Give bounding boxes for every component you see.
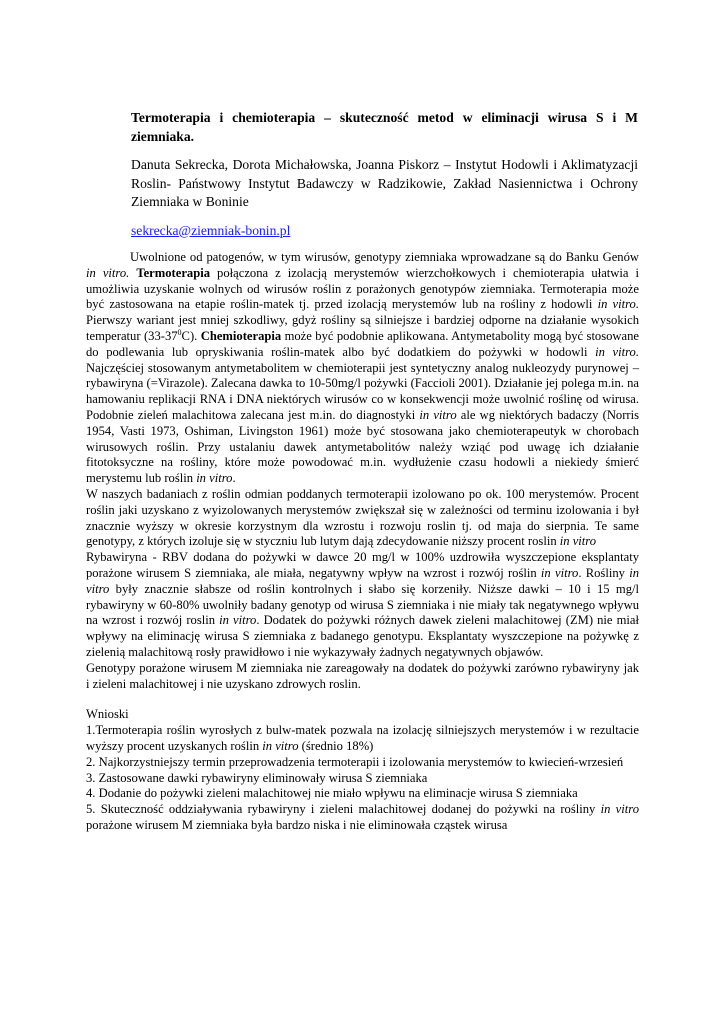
author-email-link[interactable]: sekrecka@ziemniak-bonin.pl: [131, 222, 291, 238]
author-affiliation: Danuta Sekrecka, Dorota Michałowska, Joanna Piskorz – Instytut Hodowli i Aklimatyzacji Roslin- Państwowy Instytut Badawczy w Radzikowie, Zakład Nasiennictwa i Ochrony Ziemniaka w Boninie: [131, 157, 638, 209]
conclusion-5: 5. Skuteczność oddziaływania rybawiryny i zieleni malachitowej dodanej do pożywki na rośliny in vitro porażone wirusem M ziemniaka była bardzo niska i nie eliminowała cząstek wirusa: [86, 802, 639, 832]
article-body: [86, 250, 639, 834]
intro-paragraph: Uwolnione od patogenów, w tym wirusów, genotypy ziemniaka wprowadzane są do Banku Genów in vitro. Termoterapia połączona z izolacją merystemów wierzchołkowych i chemioterapia ułatwia i umożliwia uzyskanie wolnych od wirusów roślin z porażonych genotypów ziemniaka. Termoterapia może być zastosowana na etapie roślin-matek tj. przed izolacją merystemów lub na rośliny z hodowli in vitro. Pierwszy wariant jest mniej szkodliwy, gdyż rośliny są silniejsze i bardziej odporne na działanie wysokich temperatur $(33-37^0C)$. Chemioterapia może być podobnie aplikowana. Antymetabolity mogą być stosowane do podlewania lub opryskiwania roślin-matek albo być dodatkiem do pożywki w hodowli in vitro. Najczęściej stosowanym antymetabolitem w chemioterapii jest syntetyczny analog nukleozydy purynowej – rybawiryna (=Virazole). Zalecana dawka to 10-50mg/l pożywki (Faccioli 2001). Działanie jej polega m.in. na hamowaniu replikacji RNA i DNA niektórych wirusów co w konsekwencji może uwolnić roślinę od wirusa. Podobnie zieleń malachitowa zalecana jest m.in. do diagnostyki in vitro ale wg niektórych badaczy (Norris 1954, Vasti 1973, Oshiman, Livingston 1961) może być stosowana jako chemioterapeutyk w chorobach wirusowych roślin. Przy ustalaniu dawek antymetabolitów należy wziąć pod uwagę ich działanie fitotoksyczne na rośliny, które może powodować m.in. wydłużenie czasu hodowli a niekiedy śmierć merystemu lub roślin in vitro.: [86, 250, 640, 486]
article-title: Termoterapia i chemioterapia – skuteczność metod w eliminacji wirusa S i M ziemniaka.: [131, 110, 638, 144]
conclusion-4: 4. Dodanie do pożywki zieleni malachitowej nie miało wpływu na eliminacje wirusa S ziemniaka: [86, 786, 578, 801]
virus-m-paragraph: Genotypy porażone wirusem M ziemniaka nie zareagowały na dodatek do pożywki zarówno rybawiryny jak i zieleni malachitowej i nie uzyskano zdrowych roslin.: [86, 660, 639, 691]
research-paragraph: W naszych badaniach z roślin odmian poddanych termoterapii izolowano po ok. 100 merystemów. Procent roślin jaki uzyskano z wyizolowanych merystemów zwiększał się w zależności od terminu izolowania i był znacznie wyższy w okresie korzystnym dla wzrostu i rozwoju roslin tj. od maja do sierpnia. Te same genotypy, z których izoluje się w styczniu lub lutym dają zdecydowanie niższy procent roslin in vitro: [86, 486, 639, 549]
article-header: [131, 109, 638, 240]
conclusion-2: 2. Najkorzystniejszy termin przeprowadzenia termoterapii i izolowania merystemów to kwiecień-wrzesień: [86, 754, 624, 769]
ribavirin-paragraph: Rybawiryna - RBV dodana do pożywki w dawce 20 mg/l w 100% uzdrowiła wyszczepione eksplantaty porażone wirusem S ziemniaka, ale miała, negatywny wpływ na wzrost i rozwój roślin in vitro. Rośliny in vitro były znacznie słabsze od roślin kontrolnych i słabo się korzeniły. Niższe dawki – 10 i 15 mg/l rybawiryny w 60-80% uwolniły badany genotyp od wirusa S ziemniaka i nie miały tak negatywnego wpływu na wzrost i rozwój roslin in vitro. Dodatek do pożywki różnych dawek zieleni malachitowej (ZM) nie miał wpływy na eliminację wirusa S ziemniaka z badanego genotypu. Eksplantaty wyszczepione na pożywkę z zielenią malachitową rosły prawidłowo i nie wykazywały żadnych negatywnych objawów.: [86, 550, 639, 659]
conclusions-heading: Wnioski: [86, 707, 129, 722]
conclusion-1: 1.Termoterapia roślin wyrosłych z bulw-matek pozwala na izolację silniejszych merystemów i w rezultacie wyższy procent uzyskanych roślin in vitro (średnio 18%): [86, 723, 639, 753]
conclusion-3: 3. Zastosowane dawki rybawiryny eliminowały wirusa S ziemniaka: [86, 770, 428, 785]
